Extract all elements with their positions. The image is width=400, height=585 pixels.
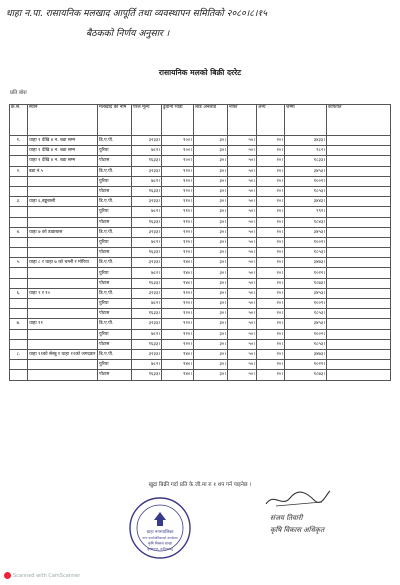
table-cell: ३.: [10, 197, 28, 207]
table-cell: १२०।: [162, 299, 194, 309]
table-cell: [10, 278, 28, 288]
table-cell: ५०।: [228, 299, 257, 309]
table-cell: १८५३।: [285, 309, 327, 319]
table-cell: १६३३।: [132, 217, 162, 227]
table-cell: १६३३।: [132, 186, 162, 196]
table-cell: [28, 360, 98, 370]
rate-table: [9, 104, 391, 381]
table-cell: ७८२।: [132, 299, 162, 309]
table-cell: [327, 186, 391, 196]
table-cell: ३०।: [194, 299, 228, 309]
table-cell: ३४७३।: [285, 258, 327, 268]
table-cell: [28, 329, 98, 339]
table-cell: ३४४३।: [285, 197, 327, 207]
table-cell: ३२३३।: [132, 166, 162, 176]
table-cell: १६३३।: [132, 309, 162, 319]
table-cell: ३०।: [194, 349, 228, 359]
table-cell: ३०।: [194, 176, 228, 186]
table-cell: धाहा १ देखि ४ न. बडा सम्म: [28, 146, 98, 156]
table-cell: ५०।: [228, 186, 257, 196]
table-cell: ३४३३।: [285, 136, 327, 146]
table-cell: ५.: [10, 258, 28, 268]
table-cell: [327, 370, 391, 380]
table-row: [10, 166, 391, 176]
table-cell: ७८२।: [132, 207, 162, 217]
table-cell: ५०।: [228, 146, 257, 156]
table-row: [10, 309, 391, 319]
table-cell: १८७३।: [285, 278, 327, 288]
table-cell: [327, 349, 391, 359]
table-cell: [28, 268, 98, 278]
table-cell: १२०।: [162, 329, 194, 339]
table-cell: ३०।: [194, 237, 228, 247]
table-cell: २०।: [257, 370, 285, 380]
table-cell: पोटास: [98, 370, 132, 380]
table-cell: ११०।: [162, 207, 194, 217]
handwritten-note: [6, 4, 394, 44]
table-cell: १००।: [162, 146, 194, 156]
table-cell: २०।: [257, 136, 285, 146]
table-cell: धाहा ११: [28, 319, 98, 329]
table-cell: १०२२।: [285, 268, 327, 278]
table-cell: [10, 360, 28, 370]
table-cell: युरिया: [98, 329, 132, 339]
table-cell: ३०।: [194, 186, 228, 196]
table-cell: ५०।: [228, 207, 257, 217]
table-cell: १८५३।: [285, 339, 327, 349]
table-cell: ३४५३।: [285, 166, 327, 176]
table-cell: १४०।: [162, 258, 194, 268]
table-cell: [10, 237, 28, 247]
table-cell: ५०।: [228, 237, 257, 247]
table-cell: [10, 309, 28, 319]
table-cell: [28, 248, 98, 258]
table-cell: [10, 268, 28, 278]
table-cell: [10, 207, 28, 217]
table-cell: १८३३।: [285, 156, 327, 166]
table-cell: [28, 237, 98, 247]
table-row: [10, 248, 391, 258]
table-cell: ५०।: [228, 349, 257, 359]
table-cell: [327, 248, 391, 258]
page-title: रासायनिक मलको बिक्री दररेट: [158, 68, 242, 77]
table-cell: धाहा ९ र १०: [28, 288, 98, 298]
table-cell: ३०।: [194, 370, 228, 380]
table-cell: ५०।: [228, 288, 257, 298]
table-cell: [327, 268, 391, 278]
table-cell: ७८२।: [132, 329, 162, 339]
table-cell: [327, 360, 391, 370]
table-cell: ३०।: [194, 258, 228, 268]
table-cell: [28, 176, 98, 186]
table-row: [10, 278, 391, 288]
table-cell: ३४५३।: [285, 319, 327, 329]
table-cell: १६३३।: [132, 156, 162, 166]
table-cell: ३२३३।: [132, 319, 162, 329]
table-row: [10, 227, 391, 237]
table-cell: डि.ए.पी.: [98, 258, 132, 268]
table-cell: धाहा ८ र धाहा ७ को चम्ली र मोरिया: [28, 258, 98, 268]
table-cell: पोटास: [98, 186, 132, 196]
table-cell: ५०।: [228, 329, 257, 339]
table-cell: [28, 207, 98, 217]
table-cell: १८४३।: [285, 217, 327, 227]
column-header: जम्मा: [285, 105, 327, 136]
table-cell: २०।: [257, 156, 285, 166]
table-cell: १२०।: [162, 248, 194, 258]
table-cell: [327, 146, 391, 156]
table-cell: डि.ए.पी.: [98, 349, 132, 359]
table-cell: ३०।: [194, 360, 228, 370]
signer-block: [270, 512, 390, 536]
table-cell: ३०।: [194, 156, 228, 166]
table-cell: १२०।: [162, 309, 194, 319]
table-cell: [327, 136, 391, 146]
table-cell: २०।: [257, 237, 285, 247]
table-cell: [327, 207, 391, 217]
table-cell: बडा नं.५: [28, 166, 98, 176]
table-cell: ५०।: [228, 278, 257, 288]
stamp-line-2: नगर कार्यपालिकाको कार्यालय: [142, 536, 178, 540]
scanner-text: Scanned with CamScanner: [13, 572, 81, 579]
table-row: [10, 299, 391, 309]
table-cell: [10, 186, 28, 196]
table-cell: युरिया: [98, 176, 132, 186]
table-cell: [327, 319, 391, 329]
table-cell: २०।: [257, 207, 285, 217]
table-cell: ५०।: [228, 197, 257, 207]
column-header: ढुवानी भाडा: [162, 105, 194, 136]
camscanner-icon: [4, 572, 11, 579]
table-cell: २०।: [257, 339, 285, 349]
table-header-row: [10, 105, 391, 136]
table-cell: [10, 176, 28, 186]
table-cell: १४०।: [162, 360, 194, 370]
table-row: [10, 349, 391, 359]
table-cell: डि.ए.पी.: [98, 136, 132, 146]
table-cell: [327, 258, 391, 268]
stamp-line-3: कृषि विकास शाखा: [147, 541, 173, 546]
stamp-line-4: कृष्णनगर, कपिलवस्तु: [147, 547, 173, 551]
table-cell: २०।: [257, 268, 285, 278]
table-cell: डि.ए.पी.: [98, 166, 132, 176]
table-cell: २०।: [257, 176, 285, 186]
table-cell: ३०।: [194, 248, 228, 258]
table-cell: पोटास: [98, 217, 132, 227]
table-cell: ३२३३।: [132, 197, 162, 207]
table-cell: ११०।: [162, 217, 194, 227]
table-cell: २०।: [257, 288, 285, 298]
table-cell: युरिया: [98, 237, 132, 247]
table-cell: १००।: [162, 156, 194, 166]
column-header: नाफा: [228, 105, 257, 136]
table-cell: १२०।: [162, 176, 194, 186]
table-cell: ५०।: [228, 227, 257, 237]
table-row: [10, 197, 391, 207]
table-cell: ३२३३।: [132, 288, 162, 298]
table-cell: १६३३।: [132, 248, 162, 258]
table-cell: [327, 227, 391, 237]
table-cell: [327, 197, 391, 207]
table-cell: १४०।: [162, 370, 194, 380]
table-cell: १२०।: [162, 237, 194, 247]
table-cell: [327, 299, 391, 309]
table-cell: ३४७३।: [285, 349, 327, 359]
table-body: [10, 136, 391, 381]
table-cell: [327, 156, 391, 166]
table-cell: डि.ए.पी.: [98, 227, 132, 237]
table-cell: १०२२।: [285, 360, 327, 370]
table-cell: २०।: [257, 349, 285, 359]
signer-name: संजय तिवारी: [270, 514, 303, 522]
table-row: [10, 186, 391, 196]
table-cell: १४०।: [162, 349, 194, 359]
table-row: [10, 237, 391, 247]
table-cell: १६३३।: [132, 339, 162, 349]
table-cell: ३४५३।: [285, 288, 327, 298]
table-cell: ३०।: [194, 166, 228, 176]
table-cell: ७८२।: [132, 176, 162, 186]
table-row: [10, 319, 391, 329]
note-line-2: बैठकको निर्णय अनुसार ।: [86, 28, 170, 39]
table-cell: [327, 278, 391, 288]
table-cell: [327, 166, 391, 176]
table-cell: १.: [10, 136, 28, 146]
table-cell: ७.: [10, 319, 28, 329]
table-cell: धाहा ११को सेस्बु र धाहा १२को जगदडार: [28, 349, 98, 359]
table-row: [10, 329, 391, 339]
column-header: क्र.स.: [10, 105, 28, 136]
table-cell: ५०।: [228, 319, 257, 329]
table-cell: ३०।: [194, 278, 228, 288]
table-cell: ३०।: [194, 268, 228, 278]
table-cell: ३०।: [194, 339, 228, 349]
table-cell: २०।: [257, 227, 285, 237]
table-cell: २०।: [257, 146, 285, 156]
table-cell: १२०।: [162, 186, 194, 196]
table-cell: २०।: [257, 360, 285, 370]
table-row: [10, 288, 391, 298]
table-cell: ५०।: [228, 176, 257, 186]
table-cell: १००२।: [285, 299, 327, 309]
table-cell: १६३३।: [132, 370, 162, 380]
column-header: परल मूल्य: [132, 105, 162, 136]
table-cell: ९९२।: [285, 207, 327, 217]
table-cell: ३०।: [194, 227, 228, 237]
table-cell: [10, 329, 28, 339]
table-cell: ७८२।: [132, 237, 162, 247]
table-cell: ३०।: [194, 288, 228, 298]
table-cell: २०।: [257, 248, 285, 258]
table-cell: ८.: [10, 349, 28, 359]
table-cell: [10, 217, 28, 227]
table-cell: [28, 217, 98, 227]
table-cell: ६.: [10, 288, 28, 298]
table-cell: पोटास: [98, 248, 132, 258]
table-cell: डि.ए.पी.: [98, 197, 132, 207]
table-cell: ५०।: [228, 258, 257, 268]
table-cell: [28, 339, 98, 349]
table-cell: धाहा ७ को डाडाबास: [28, 227, 98, 237]
table-cell: [327, 339, 391, 349]
table-cell: [10, 248, 28, 258]
table-cell: २०।: [257, 319, 285, 329]
table-cell: १००२।: [285, 329, 327, 339]
table-cell: २०।: [257, 309, 285, 319]
table-cell: ५०।: [228, 248, 257, 258]
table-cell: २०।: [257, 217, 285, 227]
table-cell: [10, 156, 28, 166]
table-row: [10, 360, 391, 370]
table-cell: १४०।: [162, 268, 194, 278]
table-cell: [28, 309, 98, 319]
table-cell: पोटास: [98, 309, 132, 319]
table-cell: युरिया: [98, 207, 132, 217]
table-cell: ३०।: [194, 146, 228, 156]
table-cell: [28, 186, 98, 196]
table-cell: ५०।: [228, 217, 257, 227]
office-stamp: [128, 496, 192, 560]
rate-table-container: [9, 104, 390, 381]
table-row: [10, 136, 391, 146]
table-cell: २०।: [257, 197, 285, 207]
table-cell: ९८२।: [285, 146, 327, 156]
table-cell: [327, 237, 391, 247]
table-cell: १००२।: [285, 237, 327, 247]
table-cell: [327, 288, 391, 298]
table-cell: ३०।: [194, 207, 228, 217]
table-cell: धाहा १ देखि ४ न. बडा सम्म: [28, 136, 98, 146]
table-cell: [28, 278, 98, 288]
table-cell: [28, 370, 98, 380]
table-cell: ३२३३।: [132, 349, 162, 359]
table-cell: ३०।: [194, 319, 228, 329]
table-row: [10, 146, 391, 156]
table-cell: ३४५३।: [285, 227, 327, 237]
table-cell: १८५३।: [285, 186, 327, 196]
table-row: [10, 217, 391, 227]
table-cell: [28, 299, 98, 309]
table-cell: धाहा १ देखि ४ न. बडा सम्म: [28, 156, 98, 166]
table-cell: पोटास: [98, 278, 132, 288]
stamp-line-1: धाहा नगरपालिका: [146, 530, 174, 535]
retail-note: खुद्रा बिक्री गर्दा प्रति के.जी.मा रु १ थप गर्न पाइनेछ ।: [148, 482, 252, 488]
table-cell: ५०।: [228, 370, 257, 380]
table-cell: १२०।: [162, 339, 194, 349]
table-cell: २.: [10, 166, 28, 176]
table-cell: २०।: [257, 329, 285, 339]
table-cell: पोटास: [98, 156, 132, 166]
scanner-watermark: [4, 572, 80, 579]
table-cell: युरिया: [98, 146, 132, 156]
table-cell: ३०।: [194, 197, 228, 207]
table-cell: [10, 339, 28, 349]
table-cell: ५०।: [228, 360, 257, 370]
table-cell: [327, 217, 391, 227]
emblem-icon: [154, 512, 166, 526]
table-cell: १००।: [162, 136, 194, 146]
table-cell: [327, 176, 391, 186]
table-cell: ५०।: [228, 136, 257, 146]
table-cell: धाहा ६,बड्डबासी: [28, 197, 98, 207]
unit-label: प्रति बोरा: [10, 90, 27, 96]
table-row: [10, 339, 391, 349]
table-cell: १६३३।: [132, 278, 162, 288]
table-cell: [10, 146, 28, 156]
table-cell: ३०।: [194, 217, 228, 227]
table-row: [10, 207, 391, 217]
column-header: मलखाद को नाम: [98, 105, 132, 136]
table-cell: [327, 329, 391, 339]
table-cell: डि.ए.पी.: [98, 319, 132, 329]
table-row: [10, 268, 391, 278]
table-cell: ५०।: [228, 339, 257, 349]
table-cell: युरिया: [98, 360, 132, 370]
table-cell: ३२३३।: [132, 258, 162, 268]
table-row: [10, 370, 391, 380]
table-cell: युरिया: [98, 299, 132, 309]
table-cell: १८५३।: [285, 248, 327, 258]
table-cell: डि.ए.पी.: [98, 288, 132, 298]
table-row: [10, 176, 391, 186]
table-cell: १४०।: [162, 278, 194, 288]
signer-designation: कृषि विकास अधिकृत: [270, 526, 325, 534]
column-header: स्थान: [28, 105, 98, 136]
table-cell: ५०।: [228, 309, 257, 319]
table-cell: [10, 370, 28, 380]
column-header: कैफियत: [327, 105, 391, 136]
table-cell: ३०।: [194, 309, 228, 319]
table-cell: ३२३३।: [132, 227, 162, 237]
table-cell: ७८२।: [132, 268, 162, 278]
table-cell: ३२३३।: [132, 136, 162, 146]
table-cell: ५०।: [228, 156, 257, 166]
table-row: [10, 156, 391, 166]
table-cell: ३०।: [194, 329, 228, 339]
table-cell: २०।: [257, 258, 285, 268]
signature-icon: [262, 488, 332, 510]
table-cell: पोटास: [98, 339, 132, 349]
table-cell: २०।: [257, 166, 285, 176]
table-cell: १८७३।: [285, 370, 327, 380]
table-cell: १२०।: [162, 227, 194, 237]
table-cell: ४.: [10, 227, 28, 237]
table-cell: १००२।: [285, 176, 327, 186]
table-cell: २०।: [257, 278, 285, 288]
table-cell: ११०।: [162, 197, 194, 207]
table-cell: ५०।: [228, 268, 257, 278]
table-cell: १२०।: [162, 288, 194, 298]
table-cell: १२०।: [162, 166, 194, 176]
table-cell: ३०।: [194, 136, 228, 146]
table-row: [10, 258, 391, 268]
table-cell: १२०।: [162, 319, 194, 329]
table-cell: युरिया: [98, 268, 132, 278]
table-cell: [327, 309, 391, 319]
note-line-1: धाहा न.पा. रासायनिक मलखाद आपूर्ति तथा व्यवस्थापन समितिको २०८०।८।१५: [6, 8, 268, 19]
table-cell: ७८२।: [132, 146, 162, 156]
table-cell: २०।: [257, 299, 285, 309]
table-cell: [10, 299, 28, 309]
column-header: लोड अनलोड: [194, 105, 228, 136]
table-cell: २०।: [257, 186, 285, 196]
table-cell: ७८२।: [132, 360, 162, 370]
column-header: अन्य: [257, 105, 285, 136]
table-cell: ५०।: [228, 166, 257, 176]
